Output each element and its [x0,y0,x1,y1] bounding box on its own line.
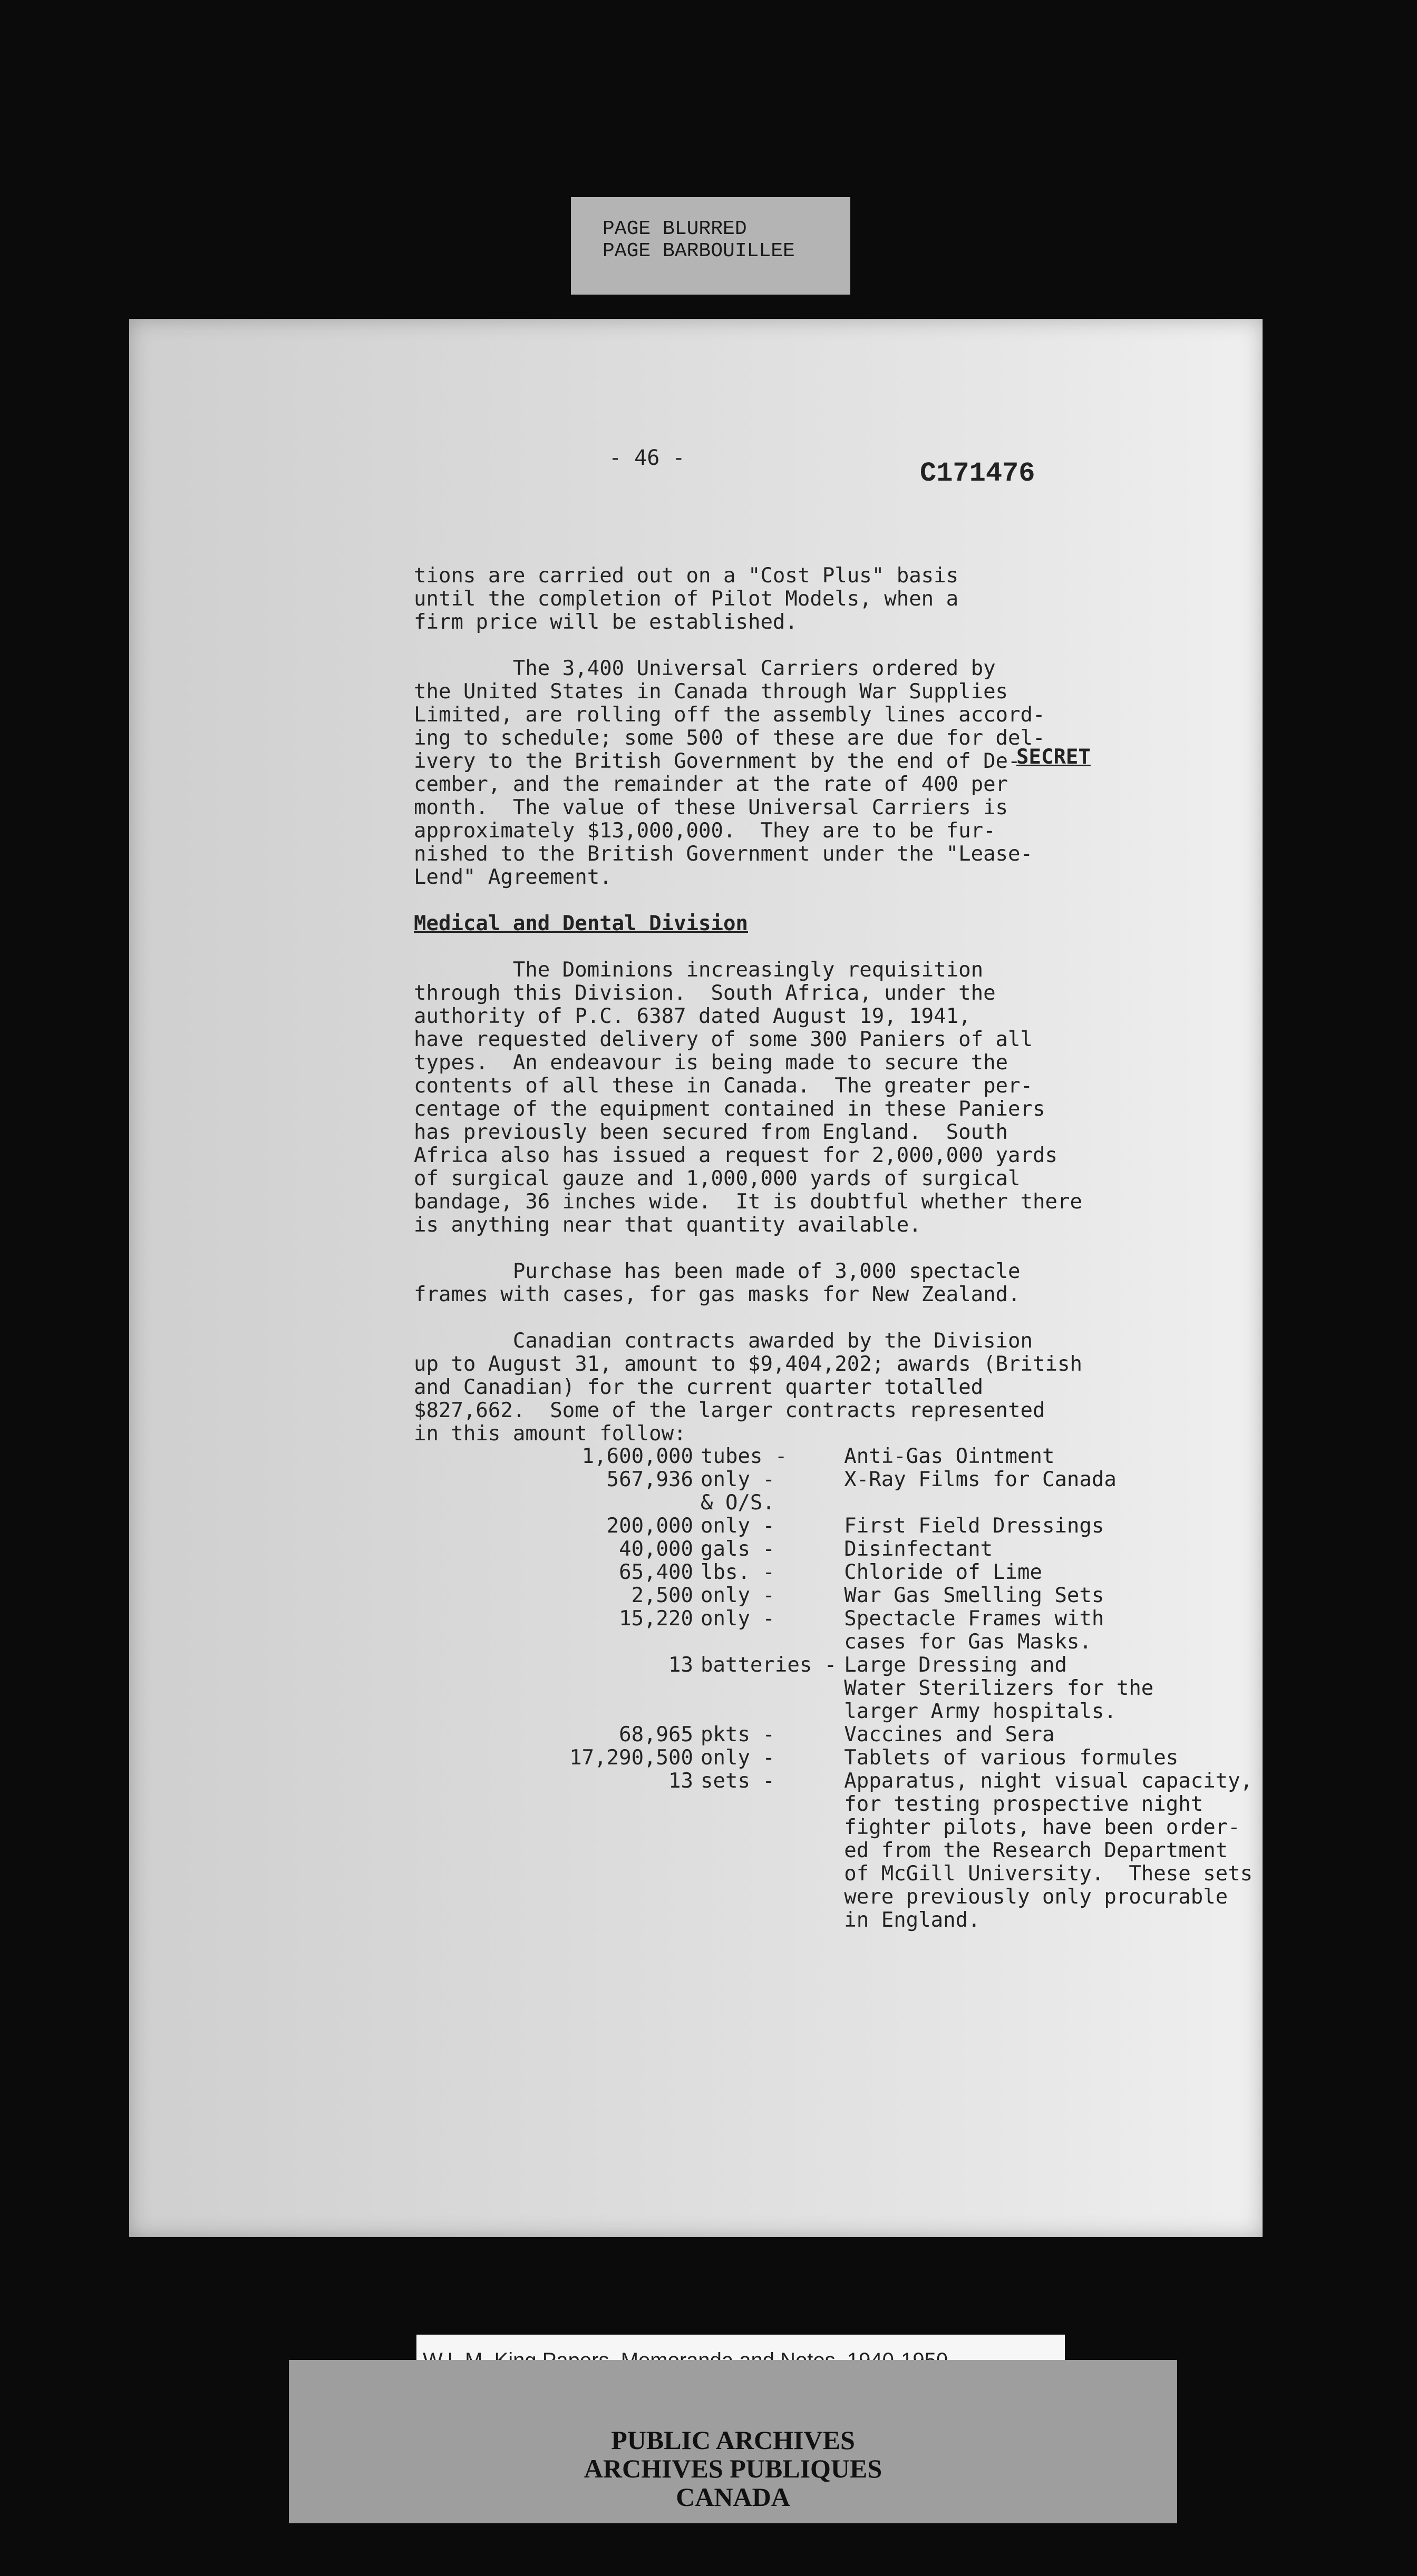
contract-quantity: 567,936 [606,1468,693,1491]
contract-quantity: 40,000 [619,1537,693,1561]
list-item [530,1445,1253,1468]
contract-unit: lbs. - [701,1560,775,1584]
contract-quantity: 65,400 [619,1560,693,1584]
contract-description: Chloride of Lime [844,1560,1042,1584]
paragraph-canadian-contracts: Canadian contracts awarded by the Division up to August 31, amount to $9,404,202; awards (British and Canadian) for the current quarter totalled $827,662. Some of the larger contracts represented in this amount follow: [414,1329,1082,1446]
contracts-list [530,1445,1253,1932]
contract-unit: only - [701,1607,775,1631]
blur-label-line2: PAGE BARBOUILLEE [603,240,795,262]
paragraph-dominions: The Dominions increasingly requisition through this Division. South Africa, under the authority of P.C. 6387 dated August 19, 1941, have requested delivery of some 300 Paniers of all types. An endeavour is being made to secure the contents of all these in Canada. The greater per- centage of the equipment contained in these Paniers has previously been secured from England. South Africa also has issued a request for 2,000,000 yards of surgical gauze and 1,000,000 yards of surgical bandage, 36 inches wide. It is doubtful whether there is anything near that quantity available. [414,958,1082,1237]
contract-description: Spectacle Frames with cases for Gas Masks. [844,1607,1104,1654]
contract-description: Anti-Gas Ointment [844,1445,1055,1468]
contract-quantity: 15,220 [619,1607,693,1631]
list-item [530,1468,1253,1515]
stamp-line3: CANADA [676,2482,790,2512]
contract-description: X-Ray Films for Canada [844,1468,1117,1491]
list-item [530,1561,1253,1584]
list-item [530,1607,1253,1654]
stamp-line2: ARCHIVES PUBLIQUES [584,2454,882,2483]
contract-unit: only - [701,1746,775,1770]
contract-quantity: 68,965 [619,1723,693,1746]
contract-unit: only - [701,1514,775,1538]
contract-unit: gals - [701,1537,775,1561]
paragraph-spectacle-frames: Purchase has been made of 3,000 spectacle frames with cases, for gas masks for New Zealand. [414,1260,1021,1306]
contract-unit: only - [701,1584,775,1607]
contract-unit: sets - [701,1769,775,1793]
stamp-line1: PUBLIC ARCHIVES [611,2425,855,2455]
contract-quantity: 2,500 [631,1584,693,1607]
contract-description: Tablets of various formules [844,1746,1179,1770]
list-item [530,1770,1253,1932]
contract-description: War Gas Smelling Sets [844,1584,1104,1607]
paragraph-universal-carriers: The 3,400 Universal Carriers ordered by the United States in Canada through War Supplies Limited, are rolling off the assembly lines accord- ing to schedule; some 500 of these are due for del- ivery to the British Government by the end of De- cember, and the remainder at the rate of 400 per month. The value of these Universal Carriers is approximately $13,000,000. They are to be fur- nished to the British Government under the "Lease- Lend" Agreement. [414,657,1045,889]
document-code: C171476 [920,458,1035,489]
contract-quantity: 1,600,000 [581,1445,693,1468]
contract-description: Disinfectant [844,1537,993,1561]
contract-description: Vaccines and Sera [844,1723,1055,1746]
list-item [530,1515,1253,1538]
list-item [530,1723,1253,1746]
list-item [530,1654,1253,1723]
contract-description: First Field Dressings [844,1514,1104,1538]
paragraph-cost-plus: tions are carried out on a "Cost Plus" basis until the completion of Pilot Models, when a firm price will be established. [414,564,959,634]
contract-quantity: 13 [668,1653,693,1677]
contract-description: Apparatus, night visual capacity, for testing prospective night fighter pilots, have been order- ed from the Research Department of McGill University. These sets were previously only procurable in England. [844,1769,1253,1932]
contract-unit: only - & O/S. [701,1468,775,1515]
contract-quantity: 200,000 [606,1514,693,1538]
section-heading-medical-dental: Medical and Dental Division [414,912,748,935]
contract-unit: pkts - [701,1723,775,1746]
list-item [530,1584,1253,1607]
page-number: - 46 - [609,446,685,470]
contract-description: Large Dressing and Water Sterilizers for the larger Army hospitals. [844,1653,1154,1723]
secret-marginal-note: SECRET [1016,745,1091,769]
blur-label-line1: PAGE BLURRED [603,218,747,240]
contract-quantity: 13 [668,1769,693,1793]
contract-unit: batteries - [701,1653,837,1677]
contract-quantity: 17,290,500 [569,1746,693,1770]
contract-unit: tubes - [701,1445,788,1468]
document-page [129,319,1263,2237]
list-item [530,1538,1253,1561]
list-item [530,1746,1253,1770]
archive-stamp [289,2422,1177,2522]
page-blurred-label [571,197,850,295]
